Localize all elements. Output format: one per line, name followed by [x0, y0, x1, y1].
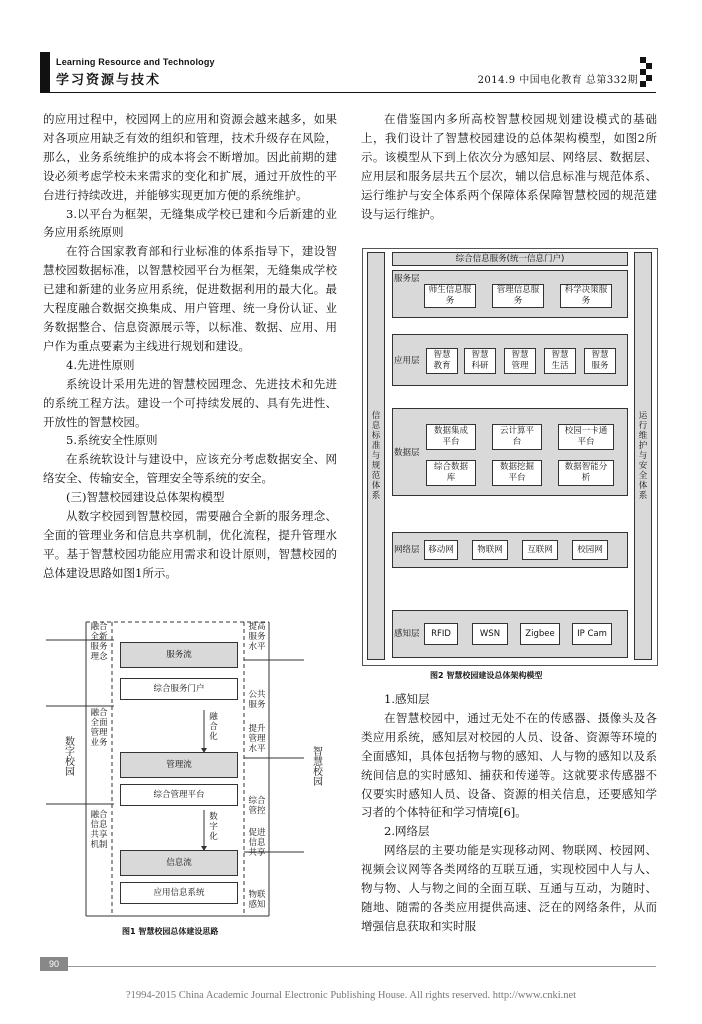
section-heading: 2.网络层	[384, 824, 430, 839]
fig2-item: 物联网	[472, 540, 508, 560]
fig1-left-label: 融合信息共享机制	[90, 810, 108, 850]
fig2-layer-name: 数据层	[394, 448, 420, 458]
fig2-item: 移动网	[424, 540, 458, 560]
fig1-caption: 图1 智慧校园总体建设思路	[122, 927, 219, 936]
fig2-item: 智慧服务	[584, 348, 616, 374]
section-heading: 3.以平台为框架，无缝集成学校已建和今后新建的业务应用系统原则	[43, 206, 337, 240]
footer-rule	[68, 966, 656, 967]
left-column	[43, 110, 337, 583]
header-squares-icon	[640, 57, 654, 89]
fig1-mid-label: 融合化	[209, 712, 218, 742]
fig1-flow-box: 信息流	[120, 850, 238, 876]
fig1-right-label: 提升管理水平	[248, 724, 266, 754]
section-heading: 5.系统安全性原则	[66, 433, 158, 448]
fig2-item: RFID	[424, 623, 458, 645]
paragraph: 在符合国家教育部和行业标准的体系指导下，建设智慧校园数据标准，以智慧校园平台为框架，无缝集成学校已建和新建的业务应用系统，促进数据利用的最大化。最大程度融合数据交换集成、用户管理、统一身份认证、业务数据整合、信息资源展示等，以标准、数据、应用、用户作为重点要素为主线进行规划和建设。	[43, 244, 337, 353]
fig1-flow-box: 服务流	[120, 642, 238, 668]
fig2-layer-name: 应用层	[394, 356, 420, 366]
fig2-item: IP Cam	[572, 623, 612, 645]
paragraph: 在系统软设计与建设中，应该充分考虑数据安全、网络安全、传输安全，管理安全等系统的安全。	[43, 452, 337, 486]
right-column-top	[361, 110, 657, 223]
fig1-left-label: 融合全新服务理念	[90, 622, 108, 662]
fig2-item: 综合数据库	[426, 460, 476, 486]
fig2-item: WSN	[472, 623, 508, 645]
header-bar	[40, 52, 50, 92]
journal-title-en: Learning Resource and Technology	[56, 57, 215, 67]
fig1-left-label: 融合全面管理业务	[90, 708, 108, 748]
fig2-side-right: 运行维护与安全体系	[634, 252, 652, 660]
fig2-item: 校园网	[572, 540, 608, 560]
section-heading: 1.感知层	[384, 692, 430, 706]
fig2-item: 智慧科研	[464, 348, 496, 374]
fig1-right-label: 综合管控	[248, 796, 266, 816]
page-number: 90	[40, 957, 68, 971]
fig2-layer-name: 网络层	[394, 545, 420, 555]
fig2-layer-name: 服务层	[394, 274, 420, 284]
fig2-item: 智慧管理	[504, 348, 536, 374]
fig1-flow-box: 综合管理平台	[120, 784, 238, 806]
fig2-item: 师生信息服务	[424, 284, 476, 308]
fig1-flow-box: 管理流	[120, 752, 238, 778]
fig2-item: 互联网	[522, 540, 558, 560]
fig1-flow-box: 综合服务门户	[120, 678, 238, 700]
section-heading: 4.先进性原则	[66, 357, 135, 372]
fig2-side-left: 信息标准与规范体系	[367, 252, 385, 660]
fig2-item: 智慧教育	[426, 348, 458, 374]
paragraph: 的应用过程中，校园网上的应用和资源会越来越多，如果对各项应用缺乏有效的组织和管理，技术升级存在风险，那么，业务系统维护的成本将会不断增加。因此前期的建设必须考虑学校未来需求的变化和扩展，通过开放性的平台进行持续改进，并能够实现更加方便的系统维护。	[43, 112, 337, 202]
fig2-item: 智慧生活	[544, 348, 576, 374]
fig1-right-label: 提高服务水平	[248, 622, 266, 652]
fig2-item: 数据挖掘平台	[492, 460, 542, 486]
fig2-layer-name: 感知层	[394, 629, 420, 639]
fig1-mid-label: 数字化	[209, 812, 218, 842]
fig2-caption: 图2 智慧校园建设总体架构模型	[430, 671, 543, 680]
paragraph: 在借鉴国内多所高校智慧校园规划建设模式的基础上，我们设计了智慧校园建设的总体架构模型，如图2所示。该模型从下到上依次分为感知层、网络层、数据层、应用层和服务层共五个层次，辅以信息标准与规范体系、运行维护与安全体系两个保障体系保障智慧校园的规范建设与运行维护。	[361, 112, 657, 221]
section-heading: (三)智慧校园建设总体架构模型	[66, 490, 225, 505]
issue-info: 2014.9 中国电化教育 总第332期	[477, 75, 638, 86]
fig2-item: 数据集成平台	[426, 424, 476, 450]
right-column-bottom	[361, 690, 657, 936]
fig2-item: Zigbee	[520, 623, 560, 645]
paragraph: 网络层的主要功能是实现移动网、物联网、校园网、视频会议网等各类网络的互联互通，实现校园中人与人、物与物、人与物之间的全面互联、互通与互动，为随时、随地、随需的各类应用提供高速、泛在的网络条件，从而增强信息获取和实时服	[361, 843, 657, 933]
paragraph: 系统设计采用先进的智慧校园理念、先进技术和先进的系统工程方法。建设一个可持续发展的、具有先进性、开放性的智慧校园。	[43, 376, 337, 429]
header-rule	[40, 92, 656, 93]
fig2-top-bar: 综合信息服务(统一信息门户)	[392, 252, 628, 266]
fig2-item: 数据智能分析	[558, 460, 614, 486]
fig1-flow-box: 应用信息系统	[120, 882, 238, 904]
fig2-item: 云计算平台	[492, 424, 542, 450]
journal-title-cn: 学习资源与技术	[56, 73, 162, 88]
figure-1	[44, 620, 337, 940]
fig1-right-big: 智慧校园	[313, 747, 323, 788]
figure-2	[362, 248, 658, 684]
fig1-right-label: 促进信息共享	[248, 828, 266, 858]
fig1-right-label: 物联感知	[248, 890, 266, 910]
fig2-item: 管理信息服务	[492, 284, 544, 308]
copyright: ?1994-2015 China Academic Journal Electronic Publishing House. All rights reserved. http://www.cnki.net	[125, 990, 577, 1001]
fig2-item: 校园一卡通平台	[558, 424, 614, 450]
paragraph: 从数字校园到智慧校园，需要融合全新的服务理念、全面的管理业务和信息共享机制，优化流程，提升管理水平。基于智慧校园功能应用需求和设计原则，智慧校园的总体建设思路如图1所示。	[43, 509, 337, 580]
paragraph: 在智慧校园中，通过无处不在的传感器、摄像头及各类应用系统，感知层对校园的人员、设备、资源等环境的全面感知，具体包括物与物的感知、人与物的感知以及系统间信息的实时感知、捕获和传递等。这就要求传感器不仅要实时感知人员、设备、资源的相关信息，还要感知学习者的个体特征和学习情境[6]。	[361, 710, 657, 820]
fig2-item: 科学决策服务	[560, 284, 612, 308]
fig1-right-label: 公共服务	[248, 690, 266, 710]
fig1-left-big: 数字校园	[65, 737, 75, 778]
